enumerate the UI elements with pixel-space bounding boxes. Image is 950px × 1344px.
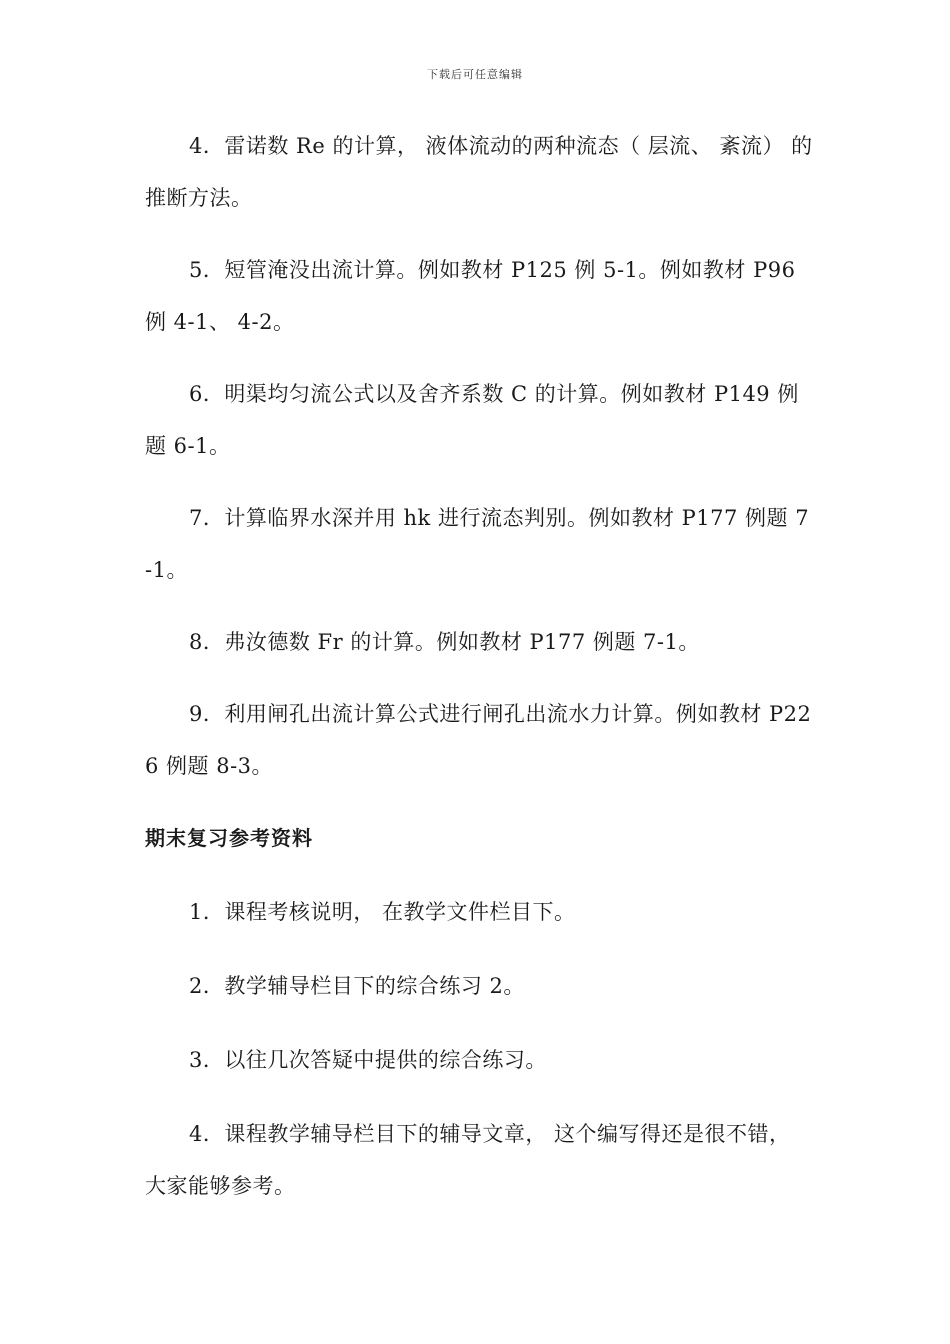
list-item: 4．雷诺数 Re 的计算， 液体流动的两种流态（ 层流、 紊流） 的推断方法。 (145, 134, 813, 210)
list-item: 7．计算临界水深并用 hk 进行流态判别。例如教材 P177 例题 7-1。 (145, 506, 810, 582)
list-item: 9．利用闸孔出流计算公式进行闸孔出流水力计算。例如教材 P226 例题 8-3。 (145, 702, 812, 778)
list-item: 5．短管淹没出流计算。例如教材 P125 例 5-1。例如教材 P96 例 4-1、 4-2。 (145, 258, 796, 334)
list-item: 8．弗汝德数 Fr 的计算。例如教材 P177 例题 7-1。 (189, 630, 700, 654)
header-note: 下载后可任意编辑 (427, 68, 523, 81)
section-title: 期末复习参考资料 (145, 826, 313, 850)
document-body (145, 120, 815, 1234)
list-item: 1．课程考核说明， 在教学文件栏目下。 (189, 900, 576, 924)
list-item: 3．以往几次答疑中提供的综合练习。 (189, 1048, 547, 1072)
list-item: 6．明渠均匀流公式以及舍齐系数 C 的计算。例如教材 P149 例题 6-1。 (145, 382, 799, 458)
list-item: 2．教学辅导栏目下的综合练习 2。 (189, 974, 525, 998)
list-item: 4．课程教学辅导栏目下的辅导文章， 这个编写得还是很不错， 大家能够参考。 (145, 1122, 791, 1198)
